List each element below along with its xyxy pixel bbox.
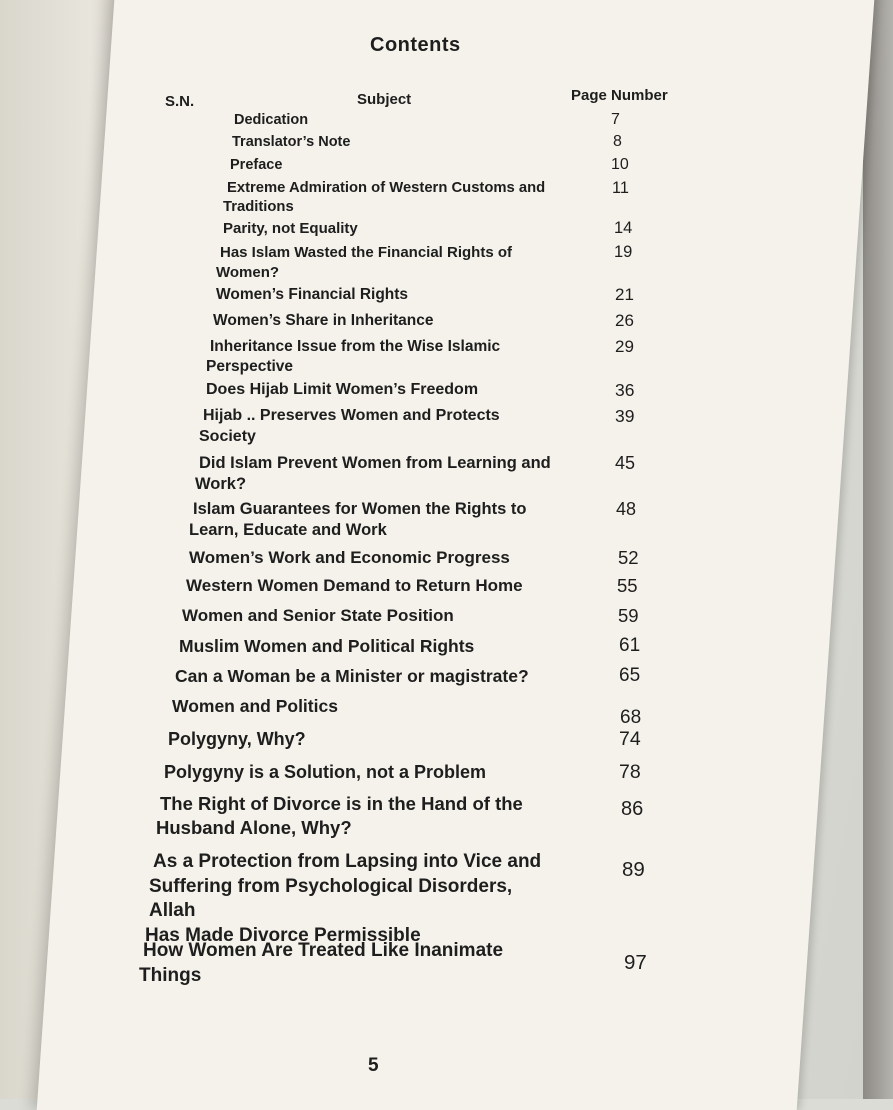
entry-subject-line: Polygyny, Why? (168, 729, 306, 749)
entry-subject-line: The Right of Divorce is in the Hand of the (160, 793, 523, 814)
entry-subject-line: Did Islam Prevent Women from Learning and (199, 454, 551, 472)
entry-subject (168, 728, 568, 751)
entry-subject (172, 695, 572, 718)
entry-subject-line: Things (139, 964, 202, 986)
entry-subject (216, 285, 616, 305)
entry-subject-line: Has Made Divorce Permissible (145, 925, 421, 947)
entry-page-number: 36 (615, 380, 635, 400)
entry-page-number: 19 (614, 243, 633, 261)
entry-page-number: 61 (619, 635, 641, 656)
entry-subject-line: Inheritance Issue from the Wise Islamic (210, 338, 501, 355)
header-subject: Subject (357, 91, 412, 108)
entry-subject (234, 111, 634, 130)
entry-subject-line: Does Hijab Limit Women’s Freedom (206, 381, 479, 398)
entry-subject (164, 761, 564, 784)
entry-page-number: 39 (615, 406, 635, 426)
entry-subject (199, 406, 603, 448)
header-sn: S.N. (165, 93, 195, 110)
entry-subject (223, 219, 623, 239)
entry-page-number: 26 (615, 311, 634, 330)
entry-subject-line: Preface (230, 157, 283, 173)
entry-page-number: 65 (619, 665, 641, 686)
entry-subject-line: Work? (195, 475, 247, 494)
entry-subject-line: Women and Politics (172, 696, 338, 716)
header-page-number: Page Number (571, 87, 668, 104)
entry-subject (175, 665, 575, 688)
page-number: 5 (368, 1055, 379, 1076)
entry-subject (216, 243, 620, 282)
entry-subject (223, 179, 627, 217)
entry-subject-line: Islam Guarantees for Women the Rights to (193, 500, 527, 518)
entry-subject-line: Has Islam Wasted the Financial Rights of (220, 244, 513, 261)
entry-subject (145, 850, 553, 949)
entry-page-number: 68 (620, 707, 642, 728)
entry-subject-line: Society (199, 427, 256, 445)
entry-page-number: 14 (614, 219, 633, 237)
entry-subject (179, 635, 579, 658)
entry-subject-line: Learn, Educate and Work (189, 521, 387, 540)
entry-subject-line: Traditions (223, 199, 294, 216)
entry-subject (186, 575, 586, 597)
entry-page-number: 7 (611, 111, 620, 128)
entry-page-number: 29 (615, 337, 634, 356)
entry-page-number: 45 (615, 453, 636, 473)
entry-subject (139, 939, 543, 988)
entry-subject-line: Translator’s Note (232, 134, 351, 150)
entry-subject-line: Perspective (206, 358, 294, 376)
entry-subject-line: Husband Alone, Why? (156, 817, 352, 839)
entry-subject (232, 133, 632, 152)
entry-subject-line: Women’s Work and Economic Progress (189, 548, 510, 567)
entry-page-number: 74 (619, 728, 641, 750)
entry-page-number: 86 (621, 798, 644, 820)
entry-page-number: 97 (624, 951, 647, 974)
entry-subject-line: Western Women Demand to Return Home (186, 576, 523, 595)
entry-subject (206, 380, 606, 401)
entry-page-number: 11 (612, 179, 629, 197)
page-title: Contents (370, 34, 461, 56)
entry-subject-line: Polygyny is a Solution, not a Problem (164, 762, 487, 782)
entry-subject-line: Suffering from Psychological Disorders, Allah (149, 875, 513, 922)
entry-page-number: 52 (618, 547, 639, 568)
entry-subject-line: Can a Woman be a Minister or magistrate? (175, 666, 529, 686)
entry-subject-line: As a Protection from Lapsing into Vice and (153, 851, 542, 872)
entry-subject (213, 311, 613, 331)
entry-subject-line: Women? (216, 263, 280, 281)
entry-subject-line: How Women Are Treated Like Inanimate (143, 940, 504, 961)
entry-page-number: 78 (619, 761, 641, 783)
entry-subject-line: Parity, not Equality (223, 220, 358, 237)
entry-page-number: 55 (617, 575, 638, 596)
entry-subject-line: Women’s Share in Inheritance (213, 312, 434, 329)
entry-subject-line: Dedication (234, 112, 309, 128)
entry-subject (182, 605, 582, 627)
entry-subject (195, 453, 599, 496)
entry-subject-line: Muslim Women and Political Rights (179, 636, 475, 656)
entry-subject-line: Hijab .. Preserves Women and Protects (203, 407, 500, 424)
entry-page-number: 8 (613, 133, 622, 150)
entry-page-number: 10 (611, 156, 629, 173)
entry-subject (189, 547, 589, 569)
entry-page-number: 89 (622, 858, 645, 881)
entry-subject-line: Extreme Admiration of Western Customs and (227, 180, 546, 196)
entry-subject (189, 499, 593, 542)
entry-page-number: 59 (618, 605, 639, 626)
entry-subject (156, 792, 560, 840)
entry-subject (206, 337, 610, 377)
entry-page-number: 21 (615, 285, 634, 304)
entry-page-number: 48 (616, 499, 637, 519)
entry-subject-line: Women and Senior State Position (182, 606, 454, 625)
entry-subject-line: Women’s Financial Rights (216, 286, 409, 303)
entry-subject (230, 156, 630, 175)
